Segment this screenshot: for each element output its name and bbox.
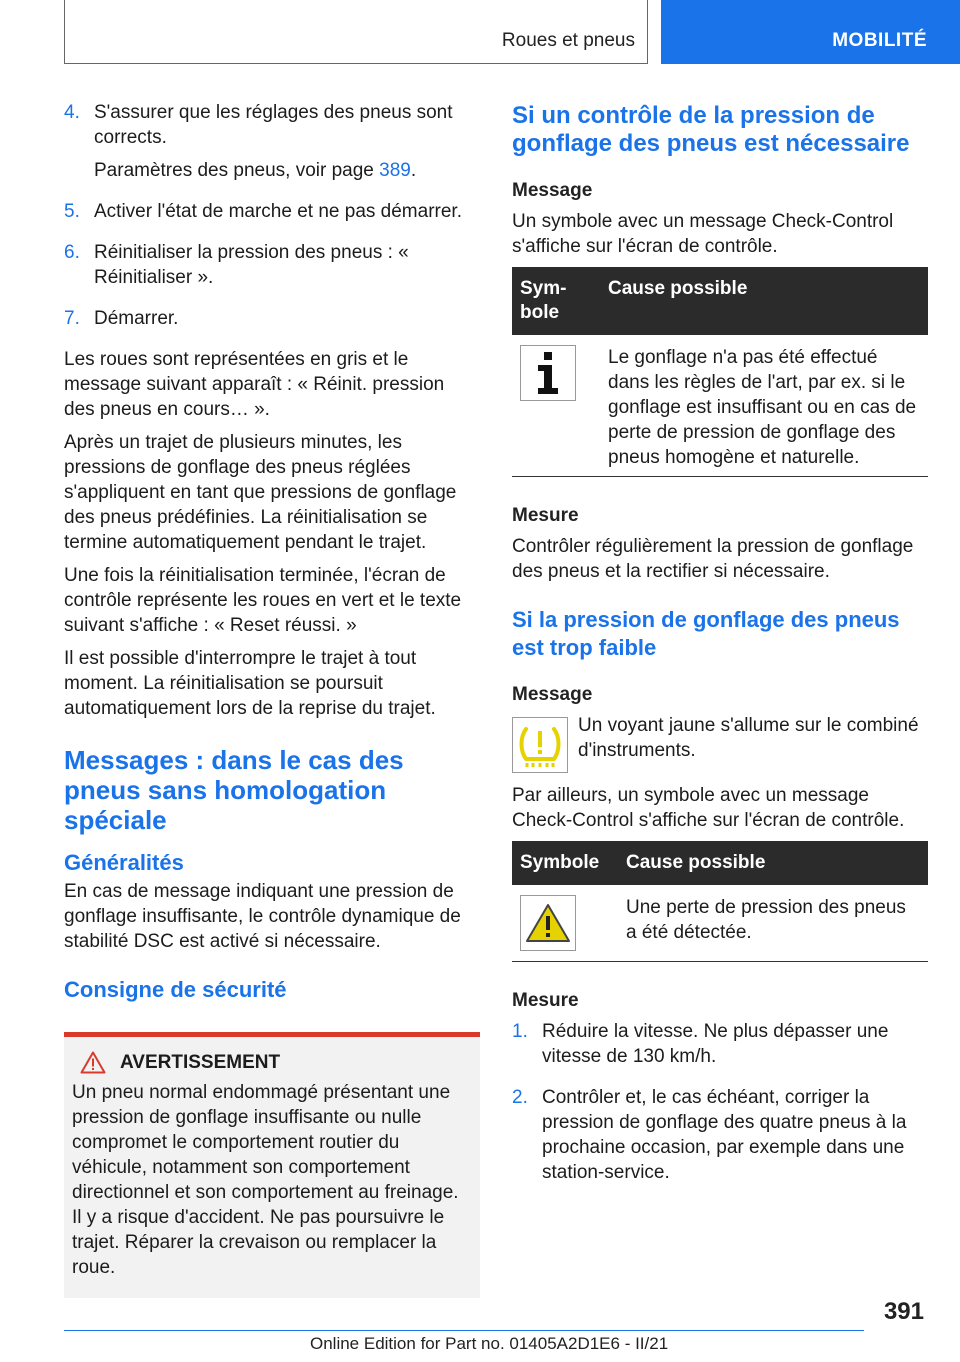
table-cell-cause: Le gonflage n'a pas été effectué dans les règles de l'art, par ex. si le gonflage est insuffisant ou en cas de perte de pression de gonflage des pneus homogène et naturelle. xyxy=(600,335,928,477)
step-text: Contrôler et, le cas échéant, corriger la pression de gonflage des quatre pneus à la prochaine occasion, par exemple dans une station-service. xyxy=(542,1087,907,1183)
table-row xyxy=(512,335,928,477)
heading-safety: Consigne de sécurité xyxy=(64,977,287,1002)
step-number: 5. xyxy=(64,201,80,222)
table-header-symbol: Sym-bole xyxy=(512,267,600,335)
step-item xyxy=(64,240,480,298)
step-number: 1. xyxy=(512,1021,528,1042)
step-item xyxy=(64,100,480,191)
footer-edition: Online Edition for Part no. 01405A2D1E6 - II/21 xyxy=(310,1334,669,1353)
message-label: Message xyxy=(512,684,593,705)
measure-step xyxy=(512,1085,928,1193)
also-text: Par ailleurs, un symbole avec un message Check-Control s'affiche sur l'écran de contrôle. xyxy=(512,785,905,831)
step-text: Réduire la vitesse. Ne plus dépasser une vitesse de 130 km/h. xyxy=(542,1021,889,1067)
step-number: 4. xyxy=(64,102,80,123)
table-row xyxy=(512,885,928,962)
heading-check-required: Si un contrôle de la pression de gonflage des pneus est nécessaire xyxy=(512,102,910,157)
header-section-title: Roues et pneus xyxy=(501,30,635,51)
measure-step xyxy=(512,1019,928,1077)
heading-pressure-low: Si la pression de gonflage des pneus est trop faible xyxy=(512,607,900,660)
step-item xyxy=(64,306,480,339)
warning-box xyxy=(64,1032,480,1298)
message-label: Message xyxy=(512,180,593,201)
step-number: 6. xyxy=(64,242,80,263)
general-text: En cas de message indiquant une pression de gonflage insuffisante, le contrôle dynamique de stabilité DSC est activé si nécessaire. xyxy=(64,881,461,952)
step-text: Démarrer. xyxy=(94,308,179,329)
header-left-frame xyxy=(64,0,648,64)
footer-divider xyxy=(64,1330,864,1331)
paragraph: Après un trajet de plusieurs minutes, les pressions de gonflage des pneus réglées s'appliquent en tant que pressions de gonflage des pneus prédéfinies. La réinitialisation se termine automatiquement pendant le trajet. xyxy=(64,432,457,553)
warning-title: AVERTISSEMENT xyxy=(120,1051,281,1073)
heading-general: Généralités xyxy=(64,850,184,875)
info-symbol-icon xyxy=(520,345,576,401)
header-chapter-tab[interactable] xyxy=(661,0,960,64)
warning-lamp-row xyxy=(512,713,928,773)
page-reference-link[interactable]: 389 xyxy=(379,160,411,181)
step-text: Réinitialiser la pression des pneus : « Réinitialiser ». xyxy=(94,242,409,288)
lamp-text: Un voyant jaune s'allume sur le combiné d'instruments. xyxy=(578,715,919,761)
symbol-table-check xyxy=(512,267,928,477)
table-cell-cause: Une perte de pression des pneus a été détectée. xyxy=(618,885,928,962)
measure-label: Mesure xyxy=(512,990,579,1011)
message-text: Un symbole avec un message Check-Control s'affiche sur l'écran de contrôle. xyxy=(512,211,894,257)
symbol-table-low xyxy=(512,841,928,962)
measure-text: Contrôler régulièrement la pression de gonflage des pneus et la rectifier si nécessaire. xyxy=(512,536,914,582)
table-header-cause: Cause possible xyxy=(600,267,928,335)
warning-title-row xyxy=(80,1051,472,1074)
heading-messages: Messages : dans le cas des pneus sans homologation spéciale xyxy=(64,745,404,835)
step-subtext: Paramètres des pneus, voir page 389. xyxy=(94,160,417,181)
paragraph: Il est possible d'interrompre le trajet à tout moment. La réinitialisation se poursuit automatiquement lors de la reprise du trajet. xyxy=(64,648,436,719)
header-chapter-label: MOBILITÉ xyxy=(832,30,927,51)
paragraph: Une fois la réinitialisation terminée, l'écran de contrôle représente les roues en vert et le texte suivant s'affiche : « Reset réussi. » xyxy=(64,565,462,636)
table-header-symbol: Symbole xyxy=(512,841,618,885)
warning-triangle-icon xyxy=(80,1051,106,1074)
step-text: S'assurer que les réglages des pneus sont corrects. xyxy=(94,102,453,148)
paragraph: Les roues sont représentées en gris et le message suivant apparaît : « Réinit. pression des pneus en cours… ». xyxy=(64,349,445,420)
step-number: 7. xyxy=(64,308,80,329)
warning-text: Un pneu normal endommagé présentant une pression de gonflage insuffisante ou nulle compromet le comportement routier du véhicule, notamment son comportement directionnel et son comportement au freinage. Il y a risque d'accident. Ne pas poursuivre le trajet. Réparer la crevaison ou remplacer la roue. xyxy=(72,1082,459,1278)
tire-pressure-warning-lamp-icon xyxy=(512,717,568,773)
table-header-cause: Cause possible xyxy=(618,841,928,885)
page-number: 391 xyxy=(883,1298,924,1325)
left-column xyxy=(64,100,480,1298)
step-number: 2. xyxy=(512,1087,528,1108)
measure-label: Mesure xyxy=(512,505,579,526)
step-item xyxy=(64,199,480,232)
step-text: Activer l'état de marche et ne pas démarrer. xyxy=(94,201,462,222)
right-column xyxy=(512,100,928,1201)
yellow-warning-triangle-icon xyxy=(520,895,576,951)
